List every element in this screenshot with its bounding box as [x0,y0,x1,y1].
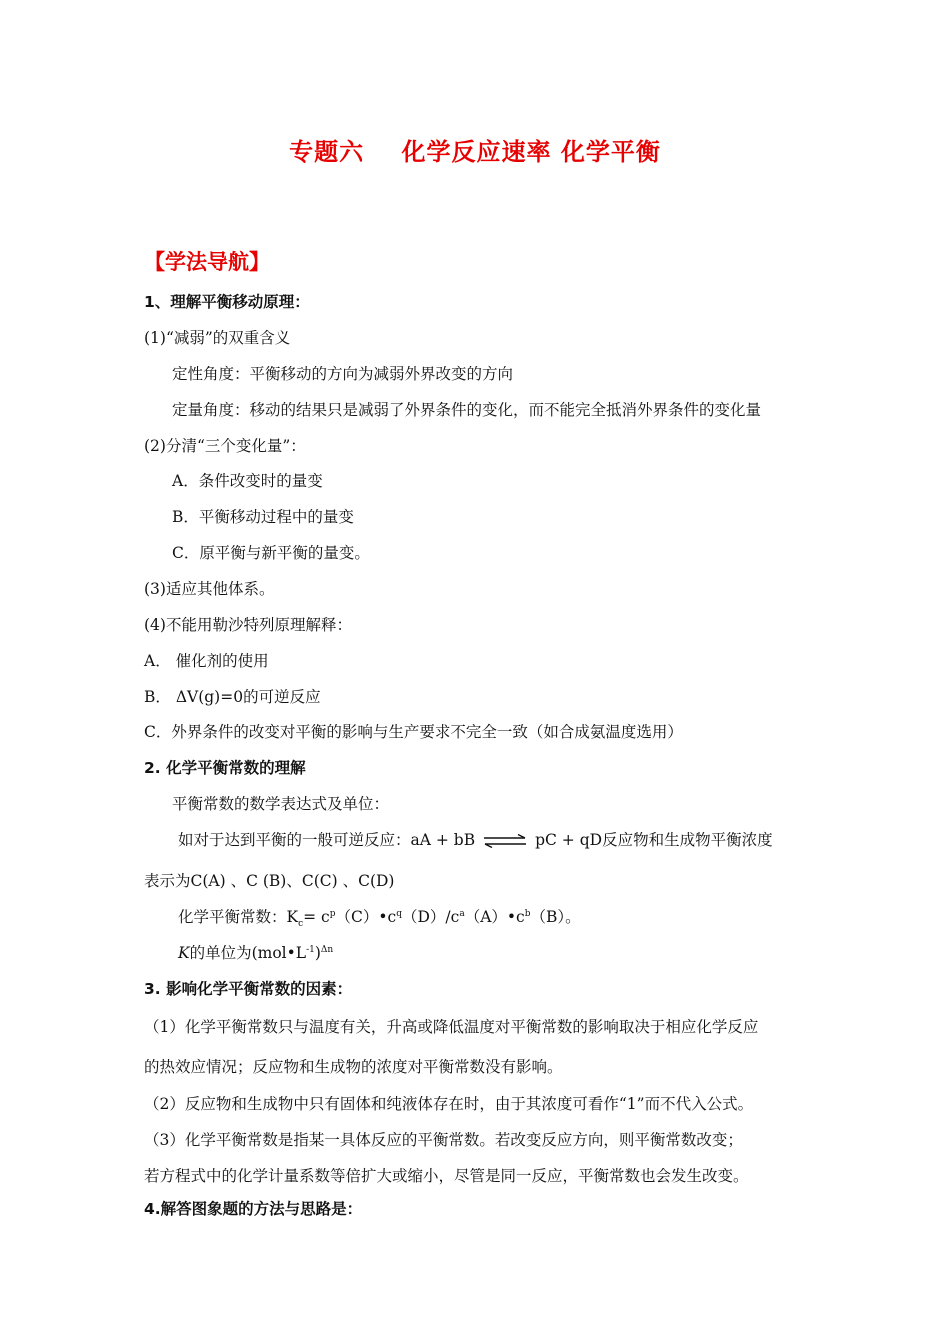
k-b-term: （B）。 [530,908,581,926]
s3-p3: （3）化学平衡常数是指某一具体反应的平衡常数。若改变反应方向，则平衡常数改变； [144,1131,743,1149]
s1-heading: 1、理解平衡移动原理： [144,293,310,311]
eq-continuation: 表示为C(A) 、C (B)、C(C) 、C(D) [144,872,395,890]
exp-q: q [396,908,402,919]
s1-p2b: B．平衡移动过程中的量变 [172,508,354,526]
unit-dn: Δn [320,944,334,955]
equation-line [178,830,773,850]
s1-p2c: C．原平衡与新平衡的量变。 [172,544,370,562]
eq-suffix: pC + qD反应物和生成物平衡浓度 [535,831,773,849]
s3-p1: （1）化学平衡常数只与温度有关，升高或降低温度对平衡常数的影响取决于相应化学反应 [144,1018,759,1036]
eq-prefix: 如对于达到平衡的一般可逆反应：aA + bB [178,831,476,849]
s1-p3: (3)适应其他体系。 [144,580,275,598]
exp-b: b [524,908,531,919]
k-d-term: （D）/c [401,908,460,926]
s1-p4b: B． ΔV(g)=0的可逆反应 [144,688,321,706]
k-c-term: （C）•c [335,908,397,926]
s1-p2a: A．条件改变时的量变 [172,472,323,490]
s1-p4c: C．外界条件的改变对平衡的影响与生产要求不完全一致（如合成氨温度选用） [144,723,683,741]
exp-a: a [459,908,465,919]
unit-close: ) [314,944,321,962]
k-expression [178,907,581,930]
unit-exp: -1 [306,944,315,955]
k-label: 化学平衡常数：K [178,908,299,926]
exp-p: p [329,908,336,919]
s3-heading: 3. 影响化学平衡常数的因素： [144,980,353,998]
equilibrium-arrows-icon [483,834,527,848]
section-heading: 【学法导航】 [144,250,270,274]
k-eq: = c [303,908,330,926]
s1-p2: (2)分清“三个变化量”： [144,437,306,455]
k-subscript: c [298,919,304,930]
s2-heading: 2. 化学平衡常数的理解 [144,759,306,777]
unit-text: 的单位为(mol•L [189,944,307,962]
page-title: 专题六 化学反应速率 化学平衡 [289,138,661,166]
k-a-term: （A）•c [464,908,525,926]
s1-p1a: 定性角度：平衡移动的方向为减弱外界改变的方向 [172,365,514,383]
s1-p4: (4)不能用勒沙特列原理解释： [144,616,352,634]
k-unit [178,943,333,963]
s1-p1b: 定量角度：移动的结果只是减弱了外界条件的变化，而不能完全抵消外界条件的变化量 [172,401,762,419]
s1-p4a: A． 催化剂的使用 [144,652,269,670]
s1-p1: (1)“减弱”的双重含义 [144,329,291,347]
s2-p1: 平衡常数的数学表达式及单位： [172,795,390,813]
s4-heading: 4.解答图象题的方法与思路是： [144,1200,363,1218]
s3-p1b: 的热效应情况；反应物和生成物的浓度对平衡常数没有影响。 [144,1058,563,1076]
s3-p3b: 若方程式中的化学计量系数等倍扩大或缩小，尽管是同一反应，平衡常数也会发生改变。 [144,1167,749,1185]
s3-p2: （2）反应物和生成物中只有固体和纯液体存在时，由于其浓度可看作“1”而不代入公式。 [144,1095,754,1113]
k-italic: K [178,944,190,962]
